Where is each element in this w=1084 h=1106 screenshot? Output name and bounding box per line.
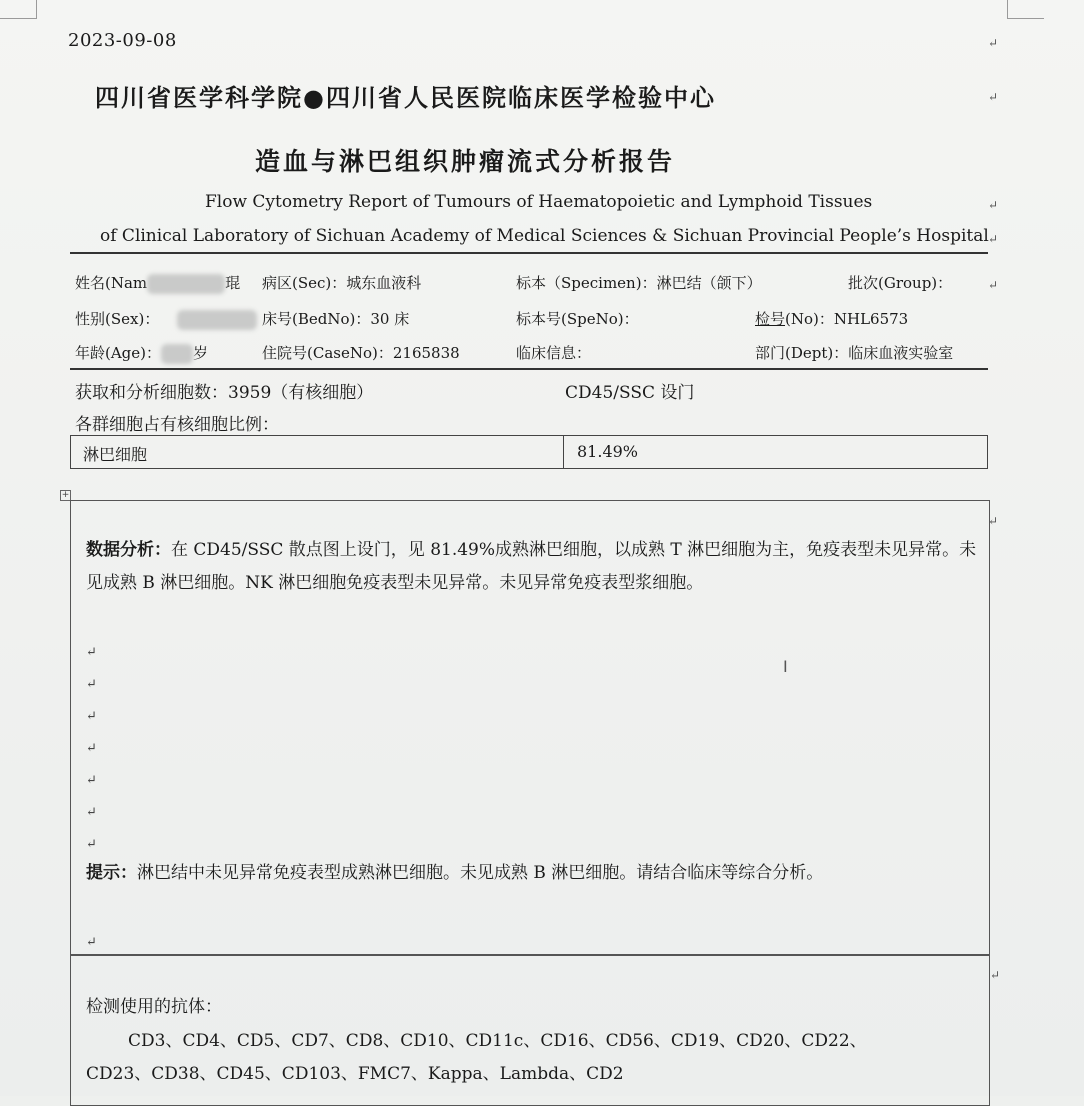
acquired-cells: 获取和分析细胞数：3959（有核细胞） [75, 383, 374, 403]
info-group: 批次(Group)： [848, 274, 953, 292]
report-date: 2023-09-08 [68, 30, 177, 51]
report-title-en: Flow Cytometry Report of Tumours of Haematopoietic and Lymphoid Tissues [205, 192, 873, 212]
info-divider [70, 368, 988, 370]
hospital-title: 四川省医学科学院●四川省人民医院临床医学检验中心 [95, 83, 716, 112]
info-name: 姓名(Nam 琨 [75, 274, 241, 292]
info-dept: 部门(Dept)：临床血液实验室 [755, 344, 954, 362]
text-cursor-icon: I [783, 657, 788, 676]
analysis-paragraph[interactable]: 数据分析：在 CD45/SSC 散点图上设门，见 81.49%成熟淋巴细胞，以成熟 T 淋巴细胞为主，免疫表型未见异常。未见成熟 B 淋巴细胞。NK 淋巴细胞免疫表型未见异常。未见异常免疫表型浆细胞。 [86, 540, 977, 593]
margin-corner-mark [1007, 0, 1044, 19]
paragraph-mark: ↵ [86, 741, 97, 756]
hospital-title-en: of Clinical Laboratory of Sichuan Academy of Medical Sciences & Sichuan Provincial People’s Hospital [100, 226, 989, 246]
paragraph-mark: ↵ [86, 645, 97, 660]
redacted-name [147, 274, 225, 294]
cell-end-mark: ↵ [988, 36, 999, 50]
paragraph-mark: ↵ [86, 709, 97, 724]
redacted-sex [177, 310, 257, 330]
margin-corner-mark [0, 0, 37, 19]
cell-end-mark: ↵ [988, 90, 999, 104]
ratio-title: 各群细胞占有核细胞比例： [75, 415, 279, 435]
redacted-age [161, 344, 193, 364]
ratio-value-lymphocyte: 81.49% [577, 442, 639, 461]
info-speno: 标本号(SpeNo)： [516, 310, 639, 328]
info-sec: 病区(Sec)：城东血液科 [262, 274, 422, 292]
info-specimen: 标本（Specimen)：淋巴结（颌下） [516, 274, 762, 292]
cell-end-mark: ↵ [988, 198, 999, 212]
antibody-list-line2: CD23、CD38、CD45、CD103、FMC7、Kappa、Lambda、CD2 [86, 1064, 624, 1084]
hint-paragraph[interactable]: 提示：淋巴结中未见异常免疫表型成熟淋巴细胞。未见成熟 B 淋巴细胞。请结合临床等综合分析。 [86, 863, 824, 883]
paragraph-mark: ↵ [86, 677, 97, 692]
info-caseno: 住院号(CaseNo)：2165838 [262, 344, 460, 362]
ratio-table-divider [563, 436, 564, 468]
paragraph-mark: ↵ [86, 935, 97, 950]
ratio-label-lymphocyte: 淋巴细胞 [83, 445, 148, 464]
info-sex: 性别(Sex)： [75, 308, 257, 330]
cell-end-mark: ↵ [988, 232, 999, 246]
info-bed: 床号(BedNo)：30 床 [262, 310, 410, 328]
report-title: 造血与淋巴组织肿瘤流式分析报告 [255, 147, 676, 176]
cell-end-mark: ↵ [988, 278, 999, 292]
table-move-handle-icon[interactable]: + [61, 490, 70, 500]
cell-end-mark: ↵ [988, 514, 999, 528]
paragraph-mark: ↵ [86, 837, 97, 852]
gate-info: CD45/SSC 设门 [565, 383, 695, 403]
info-age: 年龄(Age)： 岁 [75, 344, 209, 362]
cell-end-mark: ↵ [990, 968, 1001, 982]
ratio-table [70, 435, 988, 469]
info-clinical: 临床信息： [516, 344, 592, 362]
header-divider [70, 252, 988, 254]
antibody-title: 检测使用的抗体： [86, 997, 222, 1017]
paragraph-mark: ↵ [86, 805, 97, 820]
info-no: 检号(No)：NHL6573 [755, 310, 909, 328]
antibody-list-line1: CD3、CD4、CD5、CD7、CD8、CD10、CD11c、CD16、CD56、CD19、CD20、CD22、 [128, 1031, 867, 1051]
paragraph-mark: ↵ [86, 773, 97, 788]
